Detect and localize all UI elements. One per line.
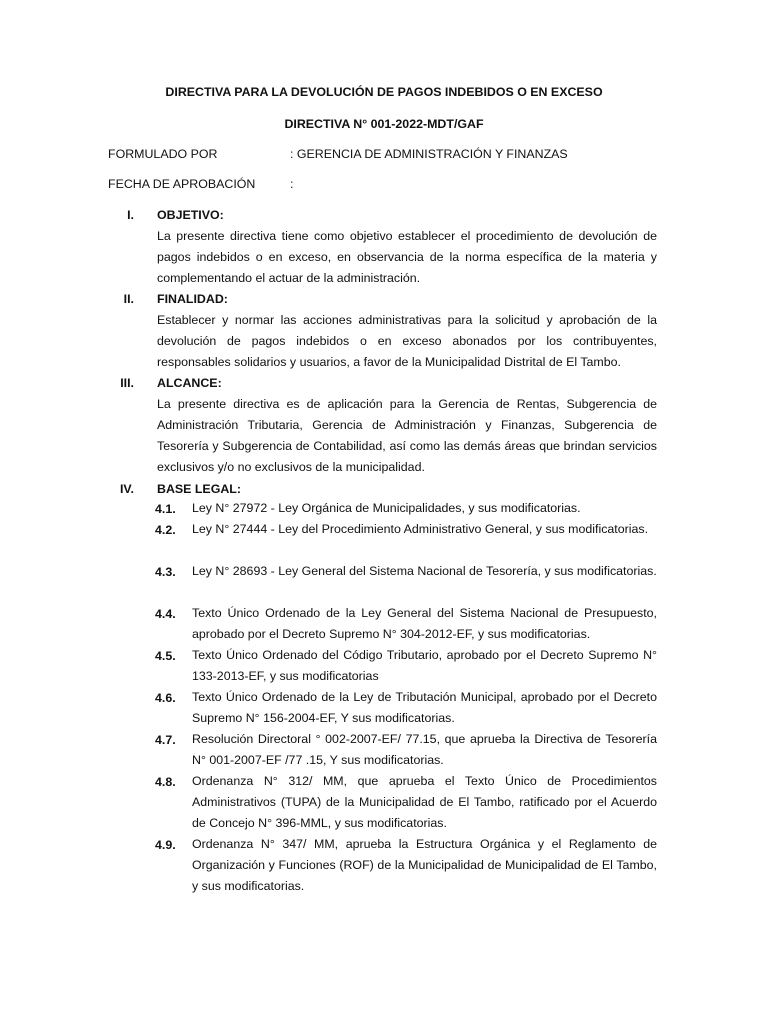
list-item-number: 4.4.	[155, 607, 176, 621]
list-item: Texto Único Ordenado de la Ley de Tributación Municipal, aprobado por el Decreto Supremo N° 156-2004-EF, Y sus modificatorias.	[192, 690, 657, 725]
list-item: Ley N° 27972 - Ley Orgánica de Municipalidades, y sus modificatorias.	[192, 501, 581, 515]
list-item: Ley N° 28693 - Ley General del Sistema Nacional de Tesorería, y sus modificatorias.	[192, 564, 657, 578]
section-text-finalidad: Establecer y normar las acciones administrativas para la solicitud y aprobación de la devolución de pagos indebidos o en exceso abonados por los contribuyentes, responsables solidarios y usuarios, a favor de la Municipalidad Distrital de El Tambo.	[157, 313, 657, 369]
section-number: IV.	[119, 482, 134, 496]
directive-number: DIRECTIVA N° 001-2022-MDT/GAF	[284, 117, 484, 131]
list-item: Ordenanza N° 347/ MM, aprueba la Estructura Orgánica y el Reglamento de Organización y Funciones (ROF) de la Municipalidad de Municipalidad de El Tambo, y sus modificatorias.	[192, 837, 657, 893]
section-title-finalidad: FINALIDAD:	[157, 292, 228, 306]
section-number: III.	[120, 376, 134, 390]
section-title-objetivo: OBJETIVO:	[157, 208, 224, 222]
list-item: Texto Único Ordenado de la Ley General del Sistema Nacional de Presupuesto, aprobado por el Decreto Supremo N° 304-2012-EF, y sus modificatorias.	[192, 606, 657, 641]
formulado-value: : GERENCIA DE ADMINISTRACIÓN Y FINANZAS	[290, 147, 568, 161]
list-item-number: 4.9.	[155, 838, 176, 852]
list-item: Ley N° 27444 - Ley del Procedimiento Administrativo General, y sus modificatorias.	[192, 522, 649, 536]
list-item-number: 4.8.	[155, 775, 176, 789]
list-item: Texto Único Ordenado del Código Tributario, aprobado por el Decreto Supremo N° 133-2013-EF, y sus modificatorias	[192, 648, 657, 683]
fecha-value: :	[290, 177, 294, 191]
list-item-number: 4.1.	[155, 502, 176, 516]
list-item: Resolución Directoral ° 002-2007-EF/ 77.15, que aprueba la Directiva de Tesorería N° 001-2007-EF /77 .15, Y sus modificatorias.	[192, 732, 657, 767]
list-item-number: 4.3.	[155, 565, 176, 579]
fecha-label: FECHA DE APROBACIÓN	[108, 177, 256, 191]
list-item: Ordenanza N° 312/ MM, que aprueba el Texto Único de Procedimientos Administrativos (TUPA) de la Municipalidad de El Tambo, ratificado por el Acuerdo de Concejo N° 396-MML, y sus modificatorias.	[192, 774, 657, 830]
formulado-label: FORMULADO POR	[108, 147, 218, 161]
list-item-number: 4.7.	[155, 733, 176, 747]
section-title-base-legal: BASE LEGAL:	[157, 482, 241, 496]
section-text-objetivo: La presente directiva tiene como objetivo establecer el procedimiento de devolución de pagos indebidos o en exceso, en observancia de la norma específica de la materia y complementando el actuar de la administración.	[157, 229, 657, 285]
list-item-number: 4.5.	[155, 649, 176, 663]
document-title: DIRECTIVA PARA LA DEVOLUCIÓN DE PAGOS INDEBIDOS O EN EXCESO	[165, 85, 603, 99]
list-item-number: 4.2.	[155, 523, 176, 537]
section-text-alcance: La presente directiva es de aplicación para la Gerencia de Rentas, Subgerencia de Administración Tributaria, Gerencia de Administración y Finanzas, Subgerencia de Tesorería y Subgerencia de Contabilidad, así como las demás áreas que brindan servicios exclusivos y/o no exclusivos de la municipalidad.	[157, 397, 657, 474]
section-title-alcance: ALCANCE:	[157, 376, 222, 390]
section-number: II.	[123, 292, 134, 306]
section-number: I.	[127, 208, 134, 222]
list-item-number: 4.6.	[155, 691, 176, 705]
